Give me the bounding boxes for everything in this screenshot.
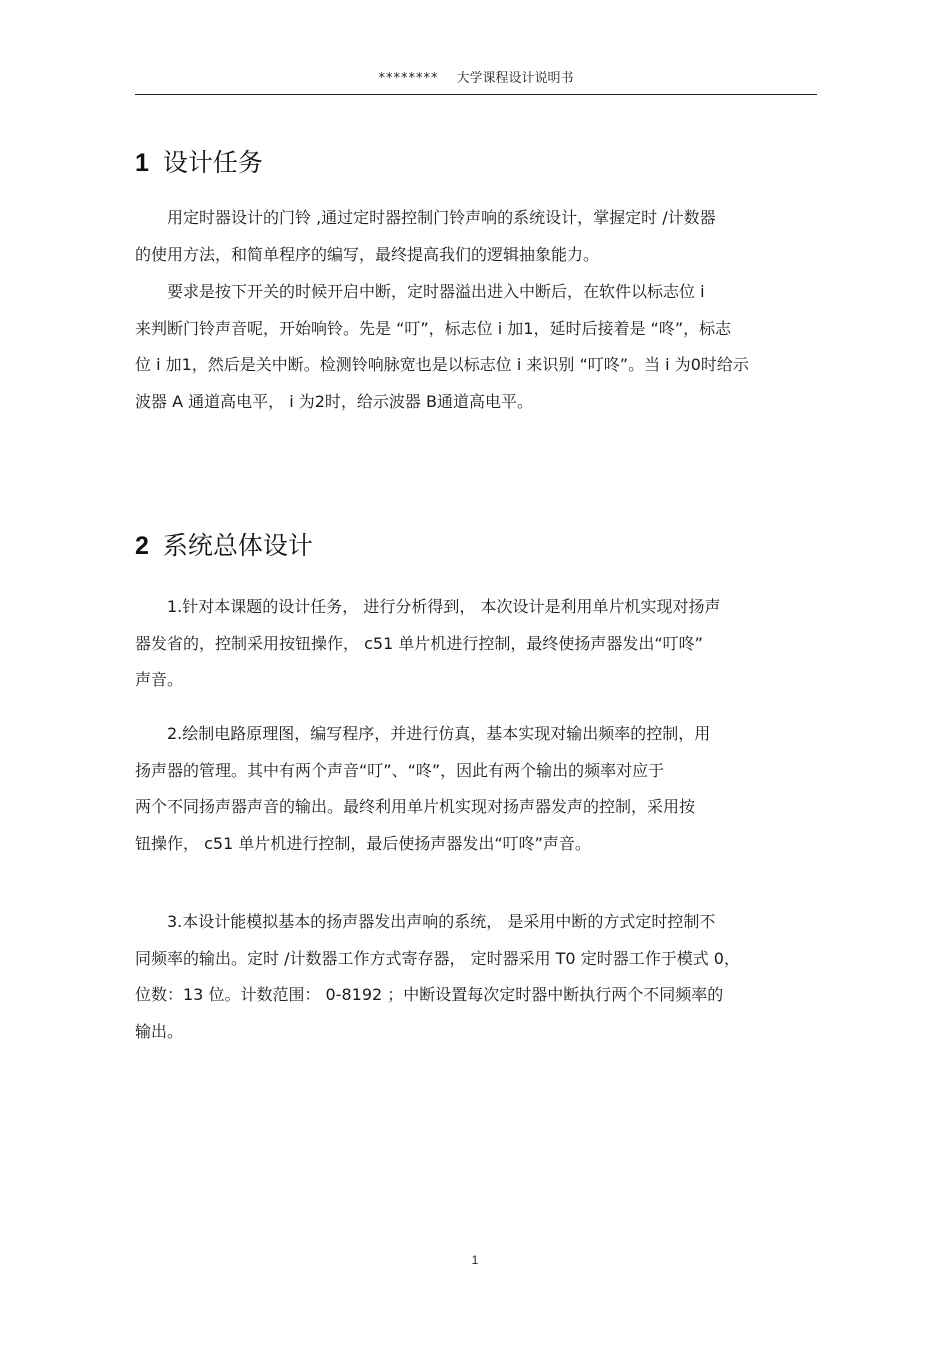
text-line: 两个不同扬声器声音的输出。最终利用单片机实现对扬声器发声的控制，采用按 xyxy=(135,797,696,816)
page-header xyxy=(135,70,817,94)
text-line: 的使用方法，和简单程序的编写，最终提高我们的逻辑抽象能力。 xyxy=(135,244,600,264)
section-2-number: 2 xyxy=(135,532,149,560)
text-line: 2.绘制电路原理图，编写程序，并进行仿真，基本实现对输出频率的控制，用 xyxy=(167,724,711,743)
text-line: 要求是按下开关的时候开启中断，定时器溢出进入中断后，在软件以标志位 i xyxy=(167,282,705,301)
text-line: 1.针对本课题的设计任务， 进行分析得到， 本次设计是利用单片机实现对扬声 xyxy=(167,597,721,616)
section-1-paragraph-1 xyxy=(135,200,815,273)
header-stars: ******** xyxy=(378,71,439,86)
text-line: 钮操作， c51 单片机进行控制，最后使扬声器发出“叮咚”声音。 xyxy=(135,833,591,853)
text-line: 器发省的，控制采用按钮操作， c51 单片机进行控制，最终使扬声器发出“叮咚” xyxy=(135,633,703,653)
text-line: 位 i 加1，然后是关中断。检测铃响脉宽也是以标志位 i 来识别 “叮咚”。当 i 为0时给示 xyxy=(135,355,749,374)
section-2-heading xyxy=(135,530,313,562)
section-1-title: 设计任务 xyxy=(162,148,263,177)
section-2-paragraph-2 xyxy=(135,716,815,862)
section-1-heading xyxy=(135,147,263,179)
section-1-paragraph-2 xyxy=(135,274,815,420)
text-line: 位数：13 位。计数范围： 0-8192 ；中断设置每次定时器中断执行两个不同频率的 xyxy=(135,985,724,1004)
section-1-number: 1 xyxy=(135,149,149,177)
header-divider xyxy=(135,94,817,95)
text-line: 用定时器设计的门铃 ,通过定时器控制门铃声响的系统设计，掌握定时 /计数器 xyxy=(167,208,716,227)
section-2-title: 系统总体设计 xyxy=(162,531,313,560)
header-title: 大学课程设计说明书 xyxy=(456,71,574,86)
text-line: 3.本设计能模拟基本的扬声器发出声响的系统， 是采用中断的方式定时控制不 xyxy=(167,912,716,931)
section-2-paragraph-3 xyxy=(135,904,815,1050)
text-line: 输出。 xyxy=(135,1021,184,1041)
section-2-paragraph-1 xyxy=(135,589,815,699)
page-number: 1 xyxy=(471,1253,479,1267)
text-line: 扬声器的管理。其中有两个声音“叮”、“咚”，因此有两个输出的频率对应于 xyxy=(135,760,665,780)
text-line: 波器 A 通道高电平， i 为2时，给示波器 B通道高电平。 xyxy=(135,391,533,411)
text-line: 来判断门铃声音呢，开始响铃。先是 “叮”，标志位 i 加1，延时后接着是 “咚”，标志 xyxy=(135,318,732,338)
text-line: 声音。 xyxy=(135,670,184,689)
text-line: 同频率的输出。定时 /计数器工作方式寄存器， 定时器采用 T0 定时器工作于模式 0， xyxy=(135,948,740,968)
